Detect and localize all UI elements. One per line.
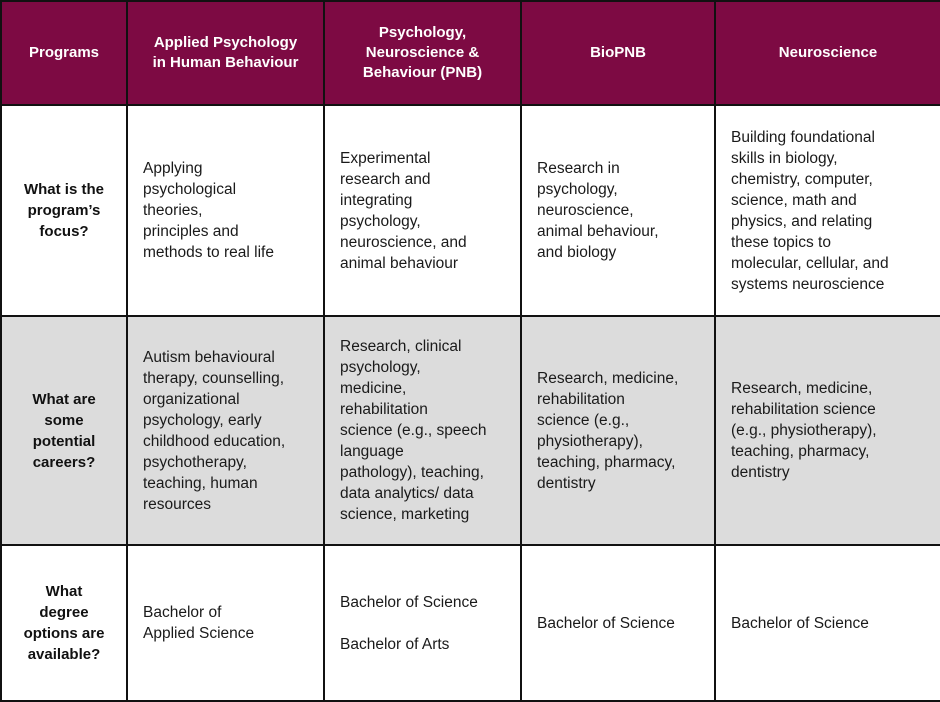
text-line: Building foundational [731,128,875,146]
text-line: childhood education, [143,432,286,450]
focus-biopnb-cell [521,105,715,316]
text-line: focus? [39,223,89,240]
text-line: teaching, pharmacy, [731,443,870,460]
careers-row-label [1,316,127,545]
text-line: dentistry [731,464,790,481]
header-biopnb: BioPNB [521,1,715,105]
text-line: neuroscience, [537,202,634,219]
careers-row [1,316,940,545]
text-line: principles and [143,223,239,240]
text-line: organizational [143,390,240,408]
header-applied-psychology: Applied Psychology in Human Behaviour [127,1,324,105]
text-line: methods to real life [143,244,274,261]
careers-pnb-cell [324,316,521,545]
careers-biopnb-cell [521,316,715,545]
text-line: Research in [537,160,620,177]
text-line: program’s [27,202,101,219]
text-line: Research, medicine, [537,369,679,387]
text-line: physics, and relating [731,212,873,230]
text-line: Autism behavioural [143,348,275,366]
text-line: science (e.g., [537,411,630,429]
text-line: Applying [143,160,203,177]
text-line: Research, clinical [340,338,462,355]
text-line: some [44,411,84,429]
degrees-biopnb-cell: Bachelor of Science [521,545,715,701]
text-line: animal behaviour [340,254,459,272]
text-line: and biology [537,244,617,261]
text-line: skills in biology, [731,149,838,167]
text-line: Research, medicine, [731,380,873,397]
degrees-neuro-cell: Bachelor of Science [715,545,940,701]
text-line: data analytics/ data [340,485,474,502]
degree-option-ba: Bachelor of Arts [340,635,450,653]
header-neuroscience: Neuroscience [715,1,940,105]
text-line: animal behaviour, [537,223,659,240]
degrees-applied-cell [127,545,324,701]
text-line: resources [143,495,212,513]
text-line: pathology), teaching, [340,464,484,481]
text-line: rehabilitation [340,401,428,418]
text-line: physiotherapy), [537,432,643,450]
text-line: theories, [143,202,203,219]
text-line: rehabilitation science [731,401,876,418]
focus-neuro-cell [715,105,940,316]
focus-row-label [1,105,127,316]
text-line: molecular, cellular, and [731,254,889,272]
text-line: therapy, counselling, [143,369,285,387]
text-line: degree [39,604,89,621]
text-line: neuroscience, and [340,233,467,251]
text-line: these topics to [731,233,831,251]
text-line: psychology, [340,212,421,230]
degrees-pnb-cell [324,545,521,701]
text-line: systems neuroscience [731,275,885,293]
degree-option-bsc: Bachelor of Science [340,593,478,611]
text-line: Bachelor of [143,604,222,621]
text-line: research and [340,170,431,188]
text-line: teaching, human [143,474,258,492]
text-line: Applied Science [143,625,255,642]
focus-applied-cell [127,105,324,316]
careers-neuro-cell [715,316,940,545]
header-row [1,1,940,105]
text-line: psychotherapy, [143,453,247,471]
header-programs: Programs [1,1,127,105]
text-line: teaching, pharmacy, [537,453,676,471]
text-line: What are [32,390,96,408]
text-line: psychology, [537,181,618,198]
text-line: psychology, [340,359,421,376]
header-pnb: Psychology, Neuroscience & Behaviour (PNB) [324,1,521,105]
text-line: science, marketing [340,506,470,523]
text-line: options are [23,625,105,642]
text-line: language [340,443,404,460]
text-line: What [45,583,83,600]
text-line: (e.g., physiotherapy), [731,422,877,439]
text-line: rehabilitation [537,390,625,408]
focus-row [1,105,940,316]
focus-pnb-cell [324,105,521,316]
text-line: potential [32,432,96,450]
text-line: science (e.g., speech [340,422,487,439]
text-line: chemistry, computer, [731,170,873,188]
text-line: What is the [23,181,104,198]
text-line: psychology, early [143,411,262,429]
text-line: dentistry [537,474,596,492]
text-line: careers? [32,453,96,471]
text-line: available? [27,646,101,663]
text-line: Experimental [340,149,431,167]
text-line: psychological [143,181,237,198]
text-line: science, math and [731,191,857,209]
careers-applied-cell [127,316,324,545]
text-line: medicine, [340,380,407,397]
degrees-row [1,545,940,701]
text-line: integrating [340,191,413,209]
degrees-row-label [1,545,127,701]
